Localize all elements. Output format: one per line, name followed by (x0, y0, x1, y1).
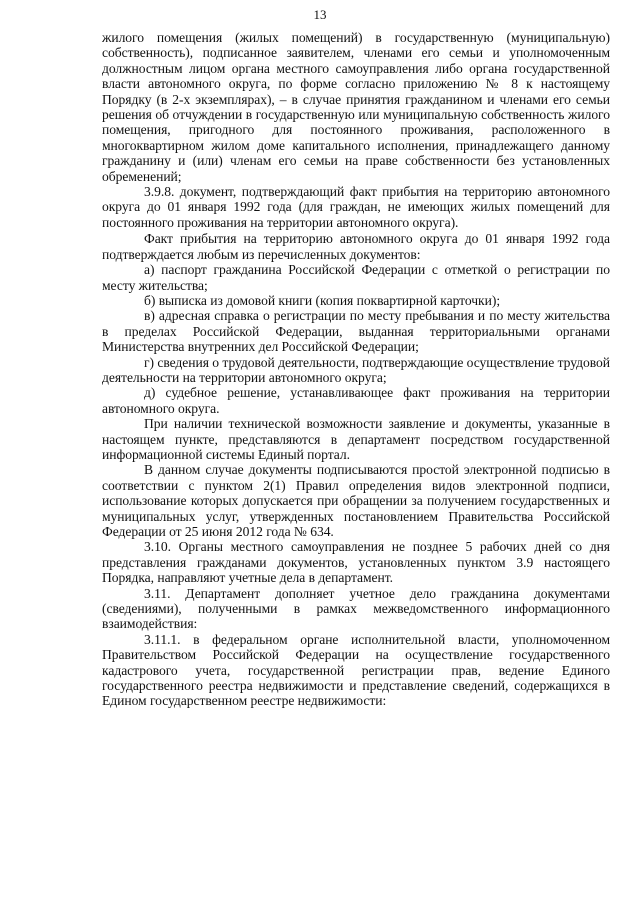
paragraph-3-11-1: 3.11.1. в федеральном органе исполнительной власти, уполномоченном Правительством Российской Федерации на осуществление государственного кадастрового учета, государственной регистрации прав, ведение Единого государственного реестра недвижимости и представление сведений, содержащихся в Едином государственном реестре недвижимости: (102, 631, 610, 709)
list-item-d: д) судебное решение, устанавливающее факт проживания на территории автономного округа. (102, 385, 610, 416)
document-body (102, 30, 610, 709)
page-number: 13 (313, 7, 327, 22)
paragraph-3-11: 3.11. Департамент дополняет учетное дело гражданина документами (сведениями), полученными в рамках межведомственного информационного взаимодействия: (102, 585, 610, 632)
list-item-a: а) паспорт гражданина Российской Федерации с отметкой о регистрации по месту жительства; (102, 262, 610, 293)
list-item-g: г) сведения о трудовой деятельности, подтверждающие осуществление трудовой деятельности на территории автономного округа; (102, 354, 610, 385)
paragraph-3-10: 3.10. Органы местного самоуправления не позднее 5 рабочих дней со дня представления гражданами документов, установленных пунктом 3.9 настоящего Порядка, направляют учетные дела в департамент. (102, 539, 610, 586)
paragraph-electronic-signature: В данном случае документы подписываются простой электронной подписью в соответствии с пунктом 2(1) Правил определения видов электронной подписи, использование которых допускается при обращении за получением государственных и муниципальных услуг, утвержденных постановлением Правительства Российской Федерации от 25 июня 2012 года № 634. (102, 462, 610, 539)
paragraph-arrival-fact: Факт прибытия на территорию автономного округа до 01 января 1992 года подтверждается любым из перечисленных документов: (102, 231, 610, 262)
paragraph-continuation: жилого помещения (жилых помещений) в государственную (муниципальную) собственность), подписанное заявителем, членами его семьи и уполномоченным должностным лицом органа местного самоуправления либо органа государственной власти автономного округа, по форме согласно приложению № 8 к настоящему Порядку (в 2-х экземплярах), – в случае принятия гражданином и членами его семьи решения об отчуждении в государственную или муниципальную собственность жилого помещения, пригодного для постоянного проживания, расположенного в многоквартирном жилом доме капитального исполнения, принадлежащего данному гражданину и (или) членам его семьи на праве собственности без установленных обременений; (102, 30, 610, 184)
paragraph-3-9-8: 3.9.8. документ, подтверждающий факт прибытия на территорию автономного округа до 01 января 1992 года (для граждан, не имеющих жилых помещений для постоянного проживания на территории автономного округа). (102, 184, 610, 230)
paragraph-technical-possibility: При наличии технической возможности заявление и документы, указанные в настоящем пункте, представляются в департамент посредством государственной информационной системы Единый портал. (102, 416, 610, 462)
list-item-v: в) адресная справка о регистрации по месту пребывания и по месту жительства в пределах Российской Федерации, выданная территориальными органами Министерства внутренних дел Российской Федерации; (102, 308, 610, 355)
list-item-b: б) выписка из домовой книги (копия поквартирной карточки); (144, 292, 501, 308)
